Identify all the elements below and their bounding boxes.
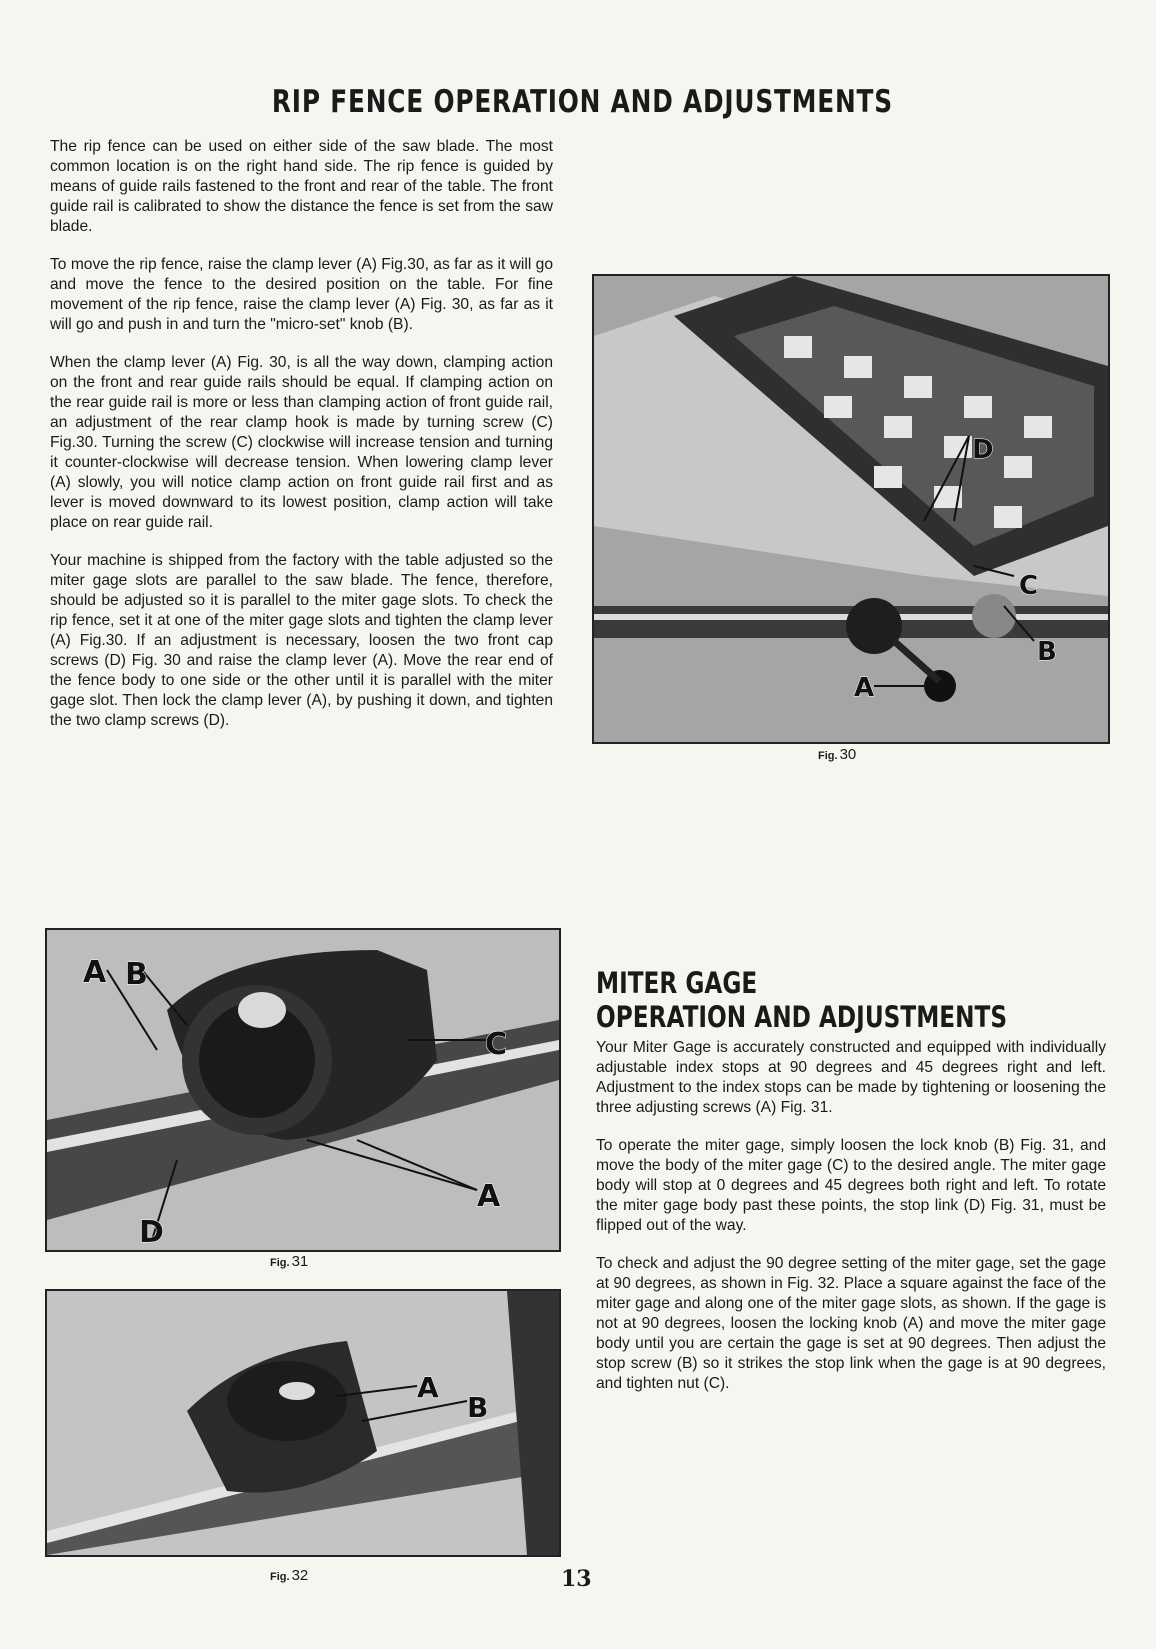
figure-31-photo <box>45 928 561 1252</box>
fig31-label-b: B <box>125 957 148 992</box>
rip-fence-text <box>50 137 553 749</box>
miter-gage-text <box>596 1038 1106 1412</box>
miter-gage-heading-line2: OPERATION AND ADJUSTMENTS <box>596 1000 1008 1034</box>
figure-32-photo <box>45 1289 561 1557</box>
paragraph: To move the rip fence, raise the clamp lever (A) Fig.30, as far as it will go and move the fence to the desired position on the table. For fine movement of the rip fence, raise the clamp lever (A) Fig. 30, as far as it will go and push in and turn the "micro-set" knob (B). <box>50 256 553 333</box>
figure-31-caption: Fig. 31 <box>270 1253 309 1270</box>
fig31-label-a-top: A <box>83 955 107 990</box>
paragraph: Your Miter Gage is accurately constructed and equipped with individually adjustable index stops at 90 degrees and 45 degrees right and left. Adjustment to the index stops can be made by tightening or loosening the three adjusting screws (A) Fig. 31. <box>596 1039 1106 1116</box>
fig30-label-b: B <box>1037 637 1057 667</box>
fig32-label-b: B <box>467 1391 489 1424</box>
fig31-label-c: C <box>485 1027 508 1062</box>
fig30-label-a: A <box>854 673 875 703</box>
miter-gage-heading <box>596 966 1028 1034</box>
fig30-label-c: C <box>1019 571 1039 601</box>
paragraph: To operate the miter gage, simply loosen the lock knob (B) Fig. 31, and move the body of the miter gage (C) to the desired angle. The miter gage body will stop at 0 degrees and 45 degrees both right and left. To rotate the miter gage body past these points, the stop link (D) Fig. 31, must be flipped out of the way. <box>596 1137 1106 1234</box>
paragraph: When the clamp lever (A) Fig. 30, is all the way down, clamping action on the front and rear guide rails should be equal. If clamping action on the rear guide rail is more or less than clamping action of front guide rail, an adjustment of the rear clamp hook is made by turning screw (C) Fig.30. Turning the screw (C) clockwise will increase tension and turning it counter-clockwise will decrease tension. When lowering clamp lever (A) slowly, you will notice clamp action on front guide rail first and as lever is moved downward to its lowest position, clamp action will take place on rear guide rail. <box>50 354 553 531</box>
paragraph: To check and adjust the 90 degree setting of the miter gage, set the gage at 90 degrees, as shown in Fig. 32. Place a square against the face of the miter gage and along one of the miter gage slots, as shown. If the gage is not at 90 degrees, loosen the locking knob (A) and move the miter gage body until you are certain the gage is set at 90 degrees. Then adjust the stop screw (B) so it strikes the stop link when the gage is at 90 degrees, and tighten nut (C). <box>596 1255 1106 1392</box>
paragraph: Your machine is shipped from the factory with the table adjusted so the miter gage slots are parallel to the saw blade. The fence, therefore, should be adjusted so it is parallel to the miter gage slots. To check the rip fence, set it at one of the miter gage slots and tighten the clamp lever (A) Fig.30. If an adjustment is necessary, loosen the two front cap screws (D) Fig. 30 and raise the clamp lever (A). Move the rear end of the fence body to one side or the other until it is parallel with the miter gage slot. Then lock the clamp lever (A), by pushing it down, and tighten the two clamp screws (D). <box>50 552 553 729</box>
fig31-label-a-bottom: A <box>477 1179 501 1214</box>
fig31-label-d: D <box>139 1215 164 1250</box>
fig30-label-d: D <box>972 435 994 465</box>
miter-gage-heading-line1: MITER GAGE <box>596 966 758 1000</box>
figure-30-photo <box>592 274 1110 744</box>
paragraph: The rip fence can be used on either side of the saw blade. The most common location is on the right hand side. The rip fence is guided by means of guide rails fastened to the front and rear of the table. The front guide rail is calibrated to show the distance the fence is set from the saw blade. <box>50 138 553 235</box>
fig32-label-a: A <box>417 1371 439 1404</box>
page-title: RIP FENCE OPERATION AND ADJUSTMENTS <box>271 84 893 120</box>
figure-32-caption: Fig. 32 <box>270 1567 309 1584</box>
figure-30-caption: Fig. 30 <box>818 746 857 763</box>
page-number: 13 <box>561 1566 592 1592</box>
